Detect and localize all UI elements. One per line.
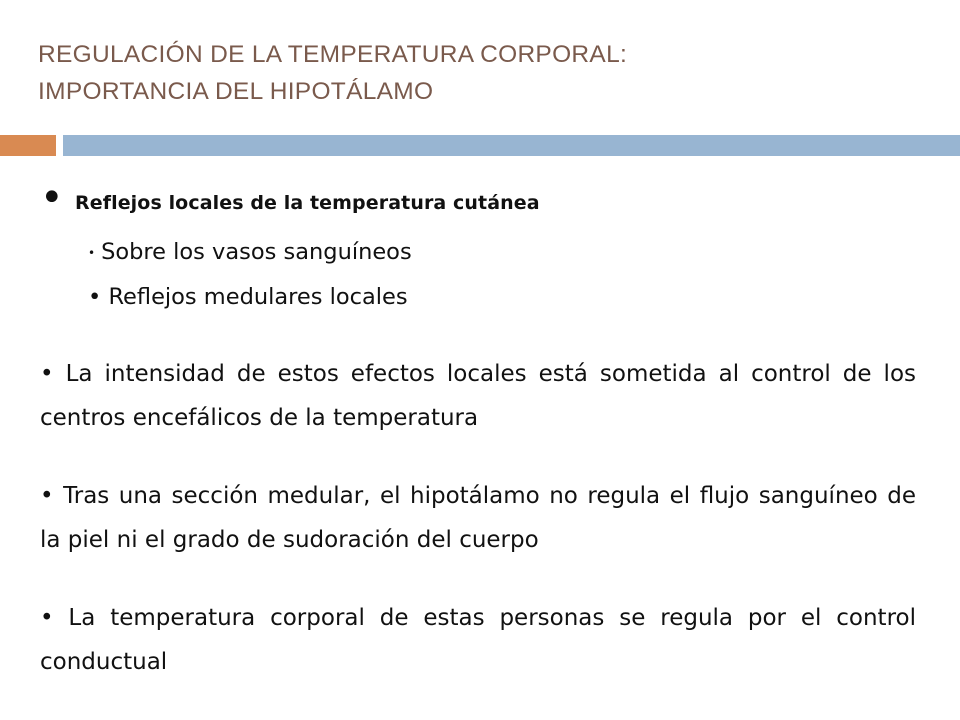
paragraph-3: • La temperatura corporal de estas personas se regula por el control conductual [40, 605, 916, 675]
bullet-icon: • [88, 284, 109, 310]
slide-title [38, 36, 918, 110]
accent-bar-blue [63, 135, 960, 156]
sub-bullet-1 [88, 239, 412, 265]
title-line-1: REGULACIÓN DE LA TEMPERATURA CORPORAL: [38, 41, 628, 68]
small-bullet-icon: • [88, 245, 96, 260]
sub-bullet-1-text: Sobre los vasos sanguíneos [101, 239, 412, 265]
paragraph-2: • Tras una sección medular, el hipotálamo no regula el flujo sanguíneo de la piel ni el grado de sudoración del cuerpo [40, 483, 916, 553]
paragraph-1: • La intensidad de estos efectos locales está sometida al control de los centros encefálicos de la temperatura [40, 361, 916, 431]
accent-bar-orange [0, 135, 56, 156]
title-line-2: IMPORTANCIA DEL HIPOTÁLAMO [38, 78, 434, 105]
sub-bullet-2 [88, 284, 408, 310]
bullet-icon: • [40, 175, 64, 221]
sub-bullet-2-text: Reflejos medulares locales [108, 284, 408, 310]
bullet-heading: Reflejos locales de la temperatura cutánea [75, 192, 540, 214]
